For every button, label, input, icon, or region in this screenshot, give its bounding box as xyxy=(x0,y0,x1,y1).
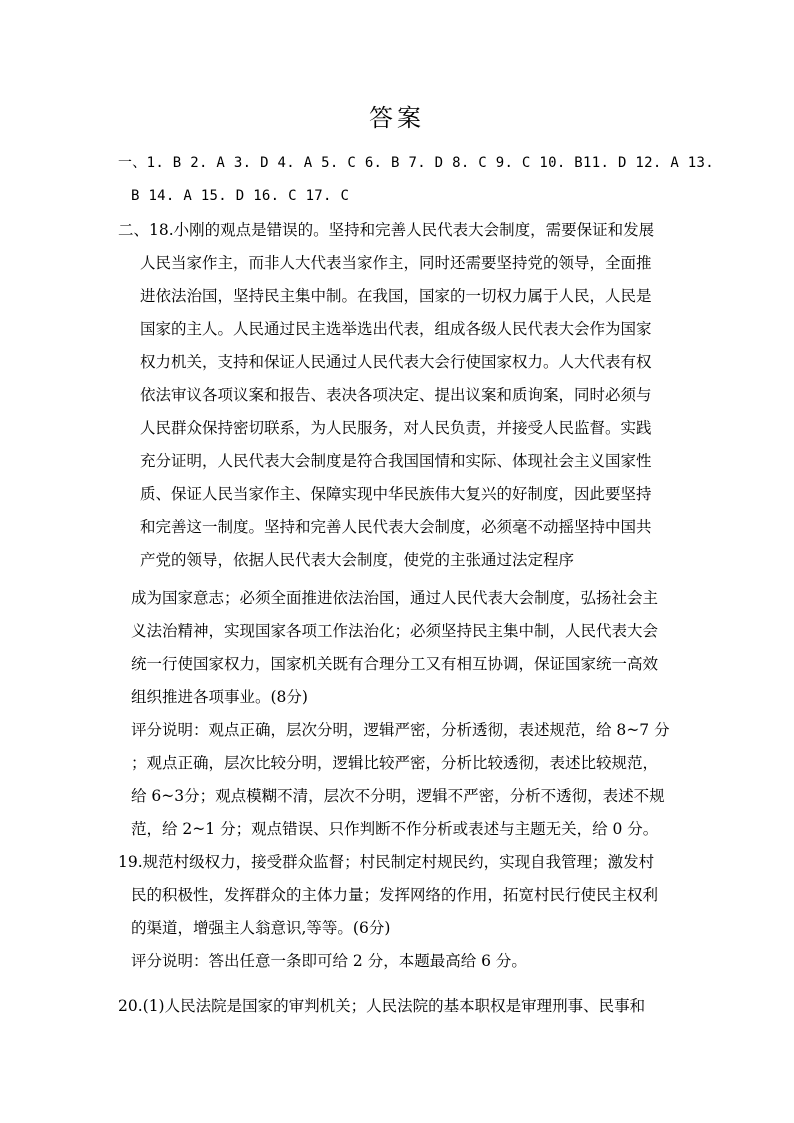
q18-line: 人民当家作主，而非人大代表当家作主，同时还需要坚持党的领导，全面推 xyxy=(140,254,652,272)
q18-line: 权力机关，支持和保证人民通过人民代表大会行使国家权力。人大代表有权 xyxy=(140,353,652,371)
page-title: 答案 xyxy=(369,104,425,132)
q19-line: 的渠道，增强主人翁意识,等等。(6分) xyxy=(131,919,391,937)
mc-answers-line-1: 一、1. B 2. A 3. D 4. A 5. C 6. B 7. D 8. C 9. C 10. B11. D 12. A 13. xyxy=(118,155,714,171)
q19-line: 19.规范村级权力，接受群众监督；村民制定村规民约，实现自我管理；激发村 xyxy=(118,853,655,871)
q18-scoring-line: 给 6~3分；观点模糊不清，层次不分明，逻辑不严密，分析不透彻，表述不规 xyxy=(131,787,665,805)
q18-line: 和完善这一制度。坚持和完善人民代表大会制度，必须毫不动摇坚持中国共 xyxy=(140,518,652,536)
q18-line: 依法审议各项议案和报告、表决各项决定、提出议案和质询案，同时必须与 xyxy=(140,386,652,404)
q18-line: 充分证明，人民代表大会制度是符合我国国情和实际、体现社会主义国家性 xyxy=(140,452,652,470)
q18-line: 人民群众保持密切联系，为人民服务，对人民负责，并接受人民监督。实践 xyxy=(140,419,652,437)
q19-scoring-line: 评分说明：答出任意一条即可给 2 分，本题最高给 6 分。 xyxy=(131,952,527,970)
q19-line: 民的积极性，发挥群众的主体力量；发挥网络的作用，拓宽村民行使民主权利 xyxy=(131,886,659,904)
q20-line: 20.(1)人民法院是国家的审判机关；人民法院的基本职权是审理刑事、民事和 xyxy=(118,997,646,1015)
q18-line: 义法治精神，实现国家各项工作法治化；必须坚持民主集中制，人民代表大会 xyxy=(131,622,659,640)
q18-line: 质、保证人民当家作主、保障实现中华民族伟大复兴的好制度，因此要坚持 xyxy=(140,485,652,503)
q18-scoring-line: 评分说明：观点正确，层次分明，逻辑严密，分析透彻，表述规范，给 8~7 分 xyxy=(131,721,670,739)
q18-scoring-line: ；观点正确，层次比较分明，逻辑比较严密，分析比较透彻，表述比较规范， xyxy=(131,754,659,772)
q18-line: 统一行使国家权力，国家机关既有合理分工又有相互协调，保证国家统一高效 xyxy=(131,655,659,673)
q18-line: 进依法治国，坚持民主集中制。在我国，国家的一切权力属于人民，人民是 xyxy=(140,287,652,305)
q18-line: 成为国家意志；必须全面推进依法治国，通过人民代表大会制度，弘扬社会主 xyxy=(131,589,659,607)
q18-scoring-line: 范，给 2~1 分；观点错误、只作判断不作分析或表述与主题无关，给 0 分。 xyxy=(131,820,659,838)
q18-line: 二、18.小刚的观点是错误的。坚持和完善人民代表大会制度，需要保证和发展 xyxy=(118,221,655,239)
mc-answers-line-2: B 14. A 15. D 16. C 17. C xyxy=(131,188,350,204)
q18-line: 产党的领导，依据人民代表大会制度，使党的主张通过法定程序 xyxy=(140,551,575,569)
q18-line: 国家的主人。人民通过民主选举选出代表，组成各级人民代表大会作为国家 xyxy=(140,320,652,338)
q18-line: 组织推进各项事业。(8分) xyxy=(131,688,308,706)
